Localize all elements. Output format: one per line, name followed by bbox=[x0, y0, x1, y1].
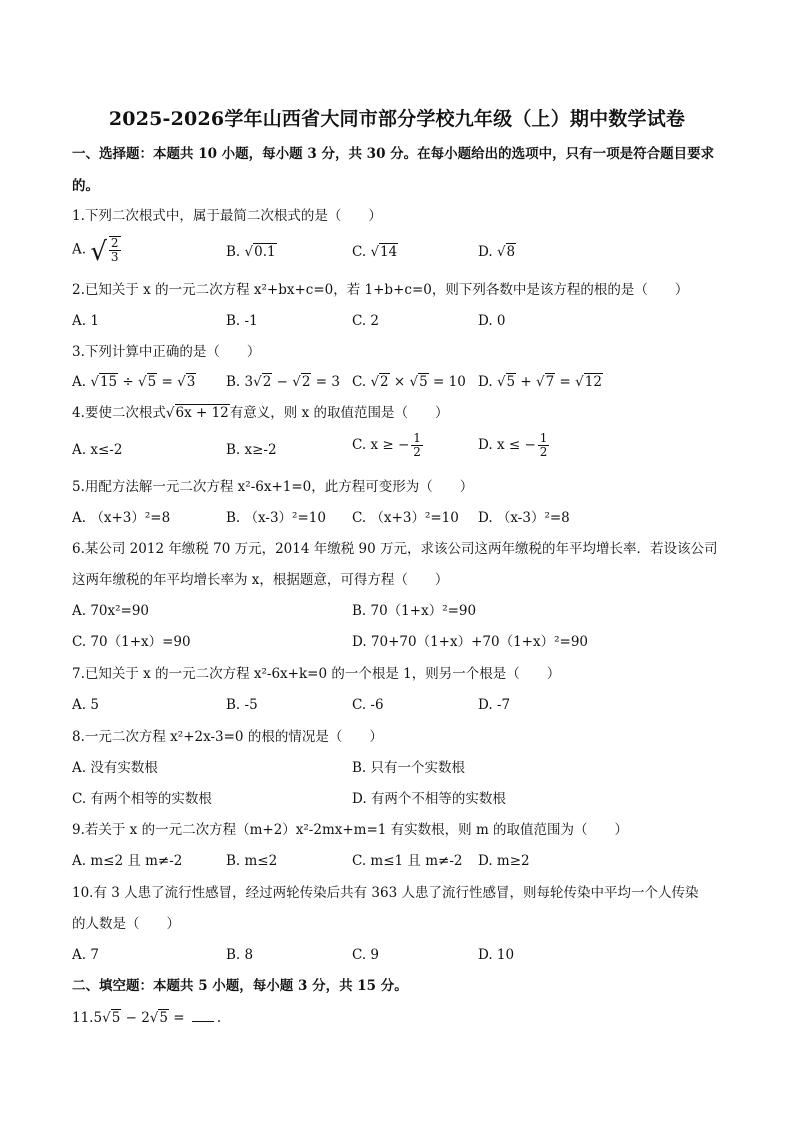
q6-option-d: D. 70+70（1+x）+70（1+x）²=90 bbox=[352, 634, 589, 650]
q7-option-d: D. -7 bbox=[478, 697, 511, 713]
q10-stem: 10.有 3 人患了流行性感冒，经过两轮传染后共有 363 人患了流行性感冒，则每轮传染中平均一个人传染 bbox=[72, 885, 699, 901]
answer-blank[interactable] bbox=[192, 1009, 214, 1022]
q8-stem: 8.一元二次方程 x²+2x-3=0 的根的情况是（ ） bbox=[72, 729, 383, 745]
q9-stem: 9.若关于 x 的一元二次方程（m+2）x²-2mx+m=1 有实数根，则 m 的取值范围为（ ） bbox=[72, 822, 629, 838]
q10-option-c: C. 9 bbox=[352, 947, 380, 963]
q6-option-b: B. 70（1+x）²=90 bbox=[352, 603, 477, 619]
q6-stem-cont: 这两年缴税的年平均增长率为 x，根据题意，可得方程（ ） bbox=[72, 572, 449, 588]
section2-heading: 二、填空题：本题共 5 小题，每小题 3 分，共 15 分。 bbox=[72, 978, 408, 994]
q5-option-d: D. （x-3）²=8 bbox=[478, 510, 570, 526]
q4-option-a: A. x≤-2 bbox=[72, 442, 123, 458]
section1-heading: 一、选择题：本题共 10 小题，每小题 3 分，共 30 分。在每小题给出的选项中，只有一项是符合题目要求 bbox=[72, 146, 715, 162]
q6-option-a: A. 70x²=90 bbox=[72, 603, 150, 619]
q7-option-c: C. -6 bbox=[352, 697, 384, 713]
q4-option-d: D. x ≤ − $\frac{1}{2}$ bbox=[478, 431, 548, 459]
q9-option-a: A. m≤2 且 m≠-2 bbox=[72, 853, 183, 869]
q9-option-b: B. m≤2 bbox=[226, 853, 278, 869]
q10-stem-cont: 的人数是（ ） bbox=[72, 916, 180, 932]
q1-option-a: A. √ $\frac{2}{3}$ bbox=[72, 236, 119, 267]
q2-option-a: A. 1 bbox=[72, 313, 99, 329]
q7-option-a: A. 5 bbox=[72, 697, 99, 713]
q5-stem: 5.用配方法解一元二次方程 x²-6x+1=0，此方程可变形为（ ） bbox=[72, 479, 474, 495]
q1-option-b: B. √0.1 bbox=[226, 244, 276, 260]
q4-option-c: C. x ≥ − $\frac{1}{2}$ bbox=[352, 431, 421, 459]
q5-option-a: A. （x+3）²=8 bbox=[72, 510, 171, 526]
q9-option-d: D. m≥2 bbox=[478, 853, 530, 869]
q2-stem: 2.已知关于 x 的一元二次方程 x²+bx+c=0，若 1+b+c=0，则下列各数中是该方程的根的是（ ） bbox=[72, 282, 689, 298]
q6-stem: 6.某公司 2012 年缴税 70 万元，2014 年缴税 90 万元，求该公司这两年缴税的年平均增长率．若设该公司 bbox=[72, 541, 718, 557]
page-title: 2025-2026学年山西省大同市部分学校九年级（上）期中数学试卷 bbox=[108, 108, 686, 130]
q7-option-b: B. -5 bbox=[226, 697, 258, 713]
q8-option-c: C. 有两个相等的实数根 bbox=[72, 791, 212, 807]
q1-option-d: D. √8 bbox=[478, 244, 516, 260]
q2-option-d: D. 0 bbox=[478, 313, 506, 329]
q1-stem: 1.下列二次根式中，属于最简二次根式的是（ ） bbox=[72, 208, 382, 224]
q9-option-c: C. m≤1 且 m≠-2 bbox=[352, 853, 463, 869]
q11-stem: 11.5√5 − 2√5 = . bbox=[72, 1010, 222, 1026]
q2-option-b: B. -1 bbox=[226, 313, 258, 329]
q7-stem: 7.已知关于 x 的一元二次方程 x²-6x+k=0 的一个根是 1，则另一个根是（ ） bbox=[72, 666, 561, 682]
q3-option-d: D. √5 + √7 = √12 bbox=[478, 374, 602, 390]
q6-option-c: C. 70（1+x）=90 bbox=[72, 634, 191, 650]
q8-option-d: D. 有两个不相等的实数根 bbox=[352, 791, 506, 807]
q5-option-b: B. （x-3）²=10 bbox=[226, 510, 326, 526]
q3-option-c: C. √2 × √5 = 10 bbox=[352, 374, 466, 390]
section1-heading-cont: 的。 bbox=[72, 178, 99, 194]
q3-stem: 3.下列计算中正确的是（ ） bbox=[72, 344, 261, 360]
q10-option-b: B. 8 bbox=[226, 947, 254, 963]
q3-option-b: B. 3√2 − √2 = 3 bbox=[226, 374, 340, 390]
q8-option-b: B. 只有一个实数根 bbox=[352, 760, 466, 776]
q3-option-a: A. √15 ÷ √5 = √3 bbox=[72, 374, 196, 390]
q1-option-c: C. √14 bbox=[352, 244, 398, 260]
q2-option-c: C. 2 bbox=[352, 313, 380, 329]
q4-option-b: B. x≥-2 bbox=[226, 442, 277, 458]
q10-option-a: A. 7 bbox=[72, 947, 99, 963]
q10-option-d: D. 10 bbox=[478, 947, 515, 963]
q4-stem: 4.要使二次根式√6x + 12有意义，则 x 的取值范围是（ ） bbox=[72, 405, 449, 421]
q5-option-c: C. （x+3）²=10 bbox=[352, 510, 459, 526]
q8-option-a: A. 没有实数根 bbox=[72, 760, 158, 776]
